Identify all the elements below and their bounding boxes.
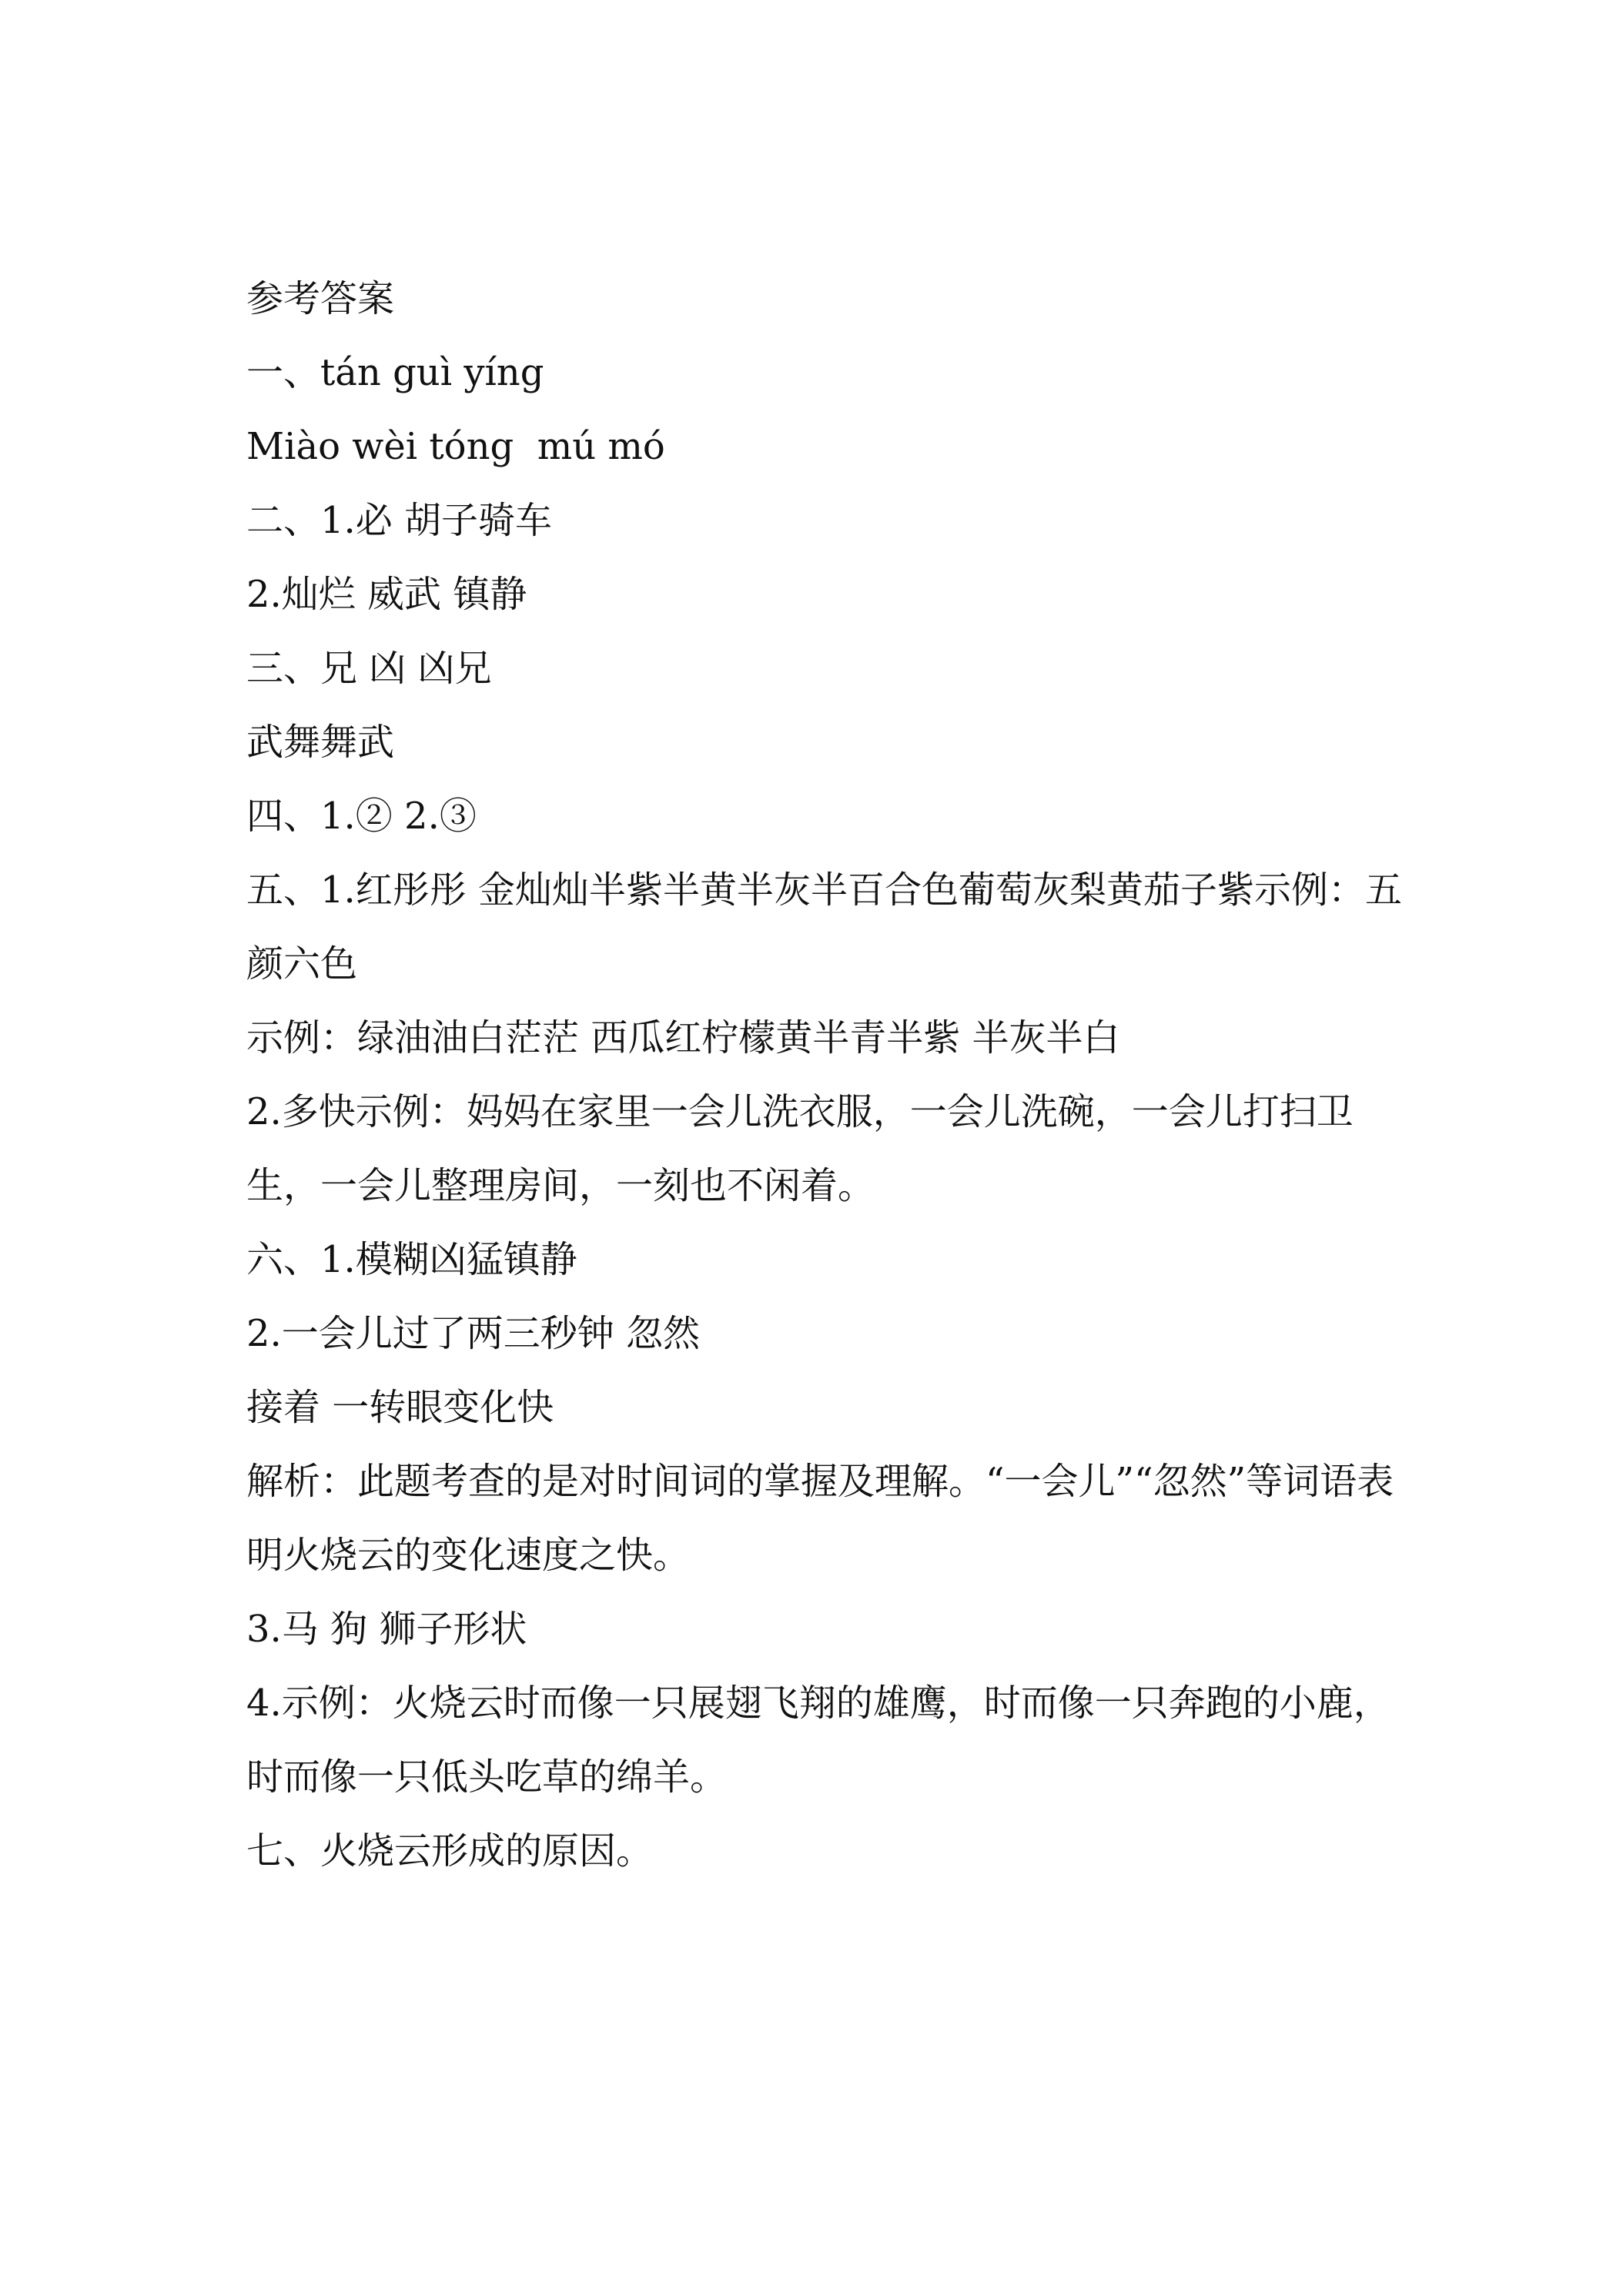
answer-line: 一、tán guì yíng xyxy=(246,351,544,394)
answer-line: 二、1.必 胡子骑车 xyxy=(246,499,553,542)
answer-line: 武舞舞武 xyxy=(246,721,395,764)
answer-line: 2.一会儿过了两三秒钟 忽然 xyxy=(246,1312,701,1355)
answer-line: 示例：绿油油白茫茫 西瓜红柠檬黄半青半紫 半灰半白 xyxy=(246,1016,1120,1059)
answer-line: 接着 一转眼变化快 xyxy=(246,1386,554,1429)
document-title: 参考答案 xyxy=(246,277,395,320)
answer-line: 五、1.红彤彤 金灿灿半紫半黄半灰半百合色葡萄灰梨黄茄子紫示例：五颜六色 xyxy=(246,869,1403,986)
answer-line: 3.马 狗 狮子形状 xyxy=(246,1608,527,1651)
answer-line: 三、兄 凶 凶兄 xyxy=(246,647,492,690)
answer-line: 2.多快示例：妈妈在家里一会儿洗衣服，一会儿洗碗，一会儿打扫卫生，一会儿整理房间，一刻也不闲着。 xyxy=(246,1090,1354,1207)
answer-line: 解析：此题考查的是对时间词的掌握及理解。“一会儿”“忽然”等词语表明火烧云的变化速度之快。 xyxy=(246,1460,1394,1577)
answer-line: 七、火烧云形成的原因。 xyxy=(246,1829,654,1873)
answer-line: 2.灿烂 威武 镇静 xyxy=(246,573,527,616)
answer-line: 四、1.② 2.③ xyxy=(246,795,477,838)
answer-document xyxy=(246,262,1417,1888)
answer-line: Miào wèi tóng mú mó xyxy=(246,425,665,468)
answer-line: 4.示例：火烧云时而像一只展翅飞翔的雄鹰，时而像一只奔跑的小鹿，时而像一只低头吃草的绵羊。 xyxy=(246,1682,1390,1799)
answer-line: 六、1.模糊凶猛镇静 xyxy=(246,1238,577,1281)
